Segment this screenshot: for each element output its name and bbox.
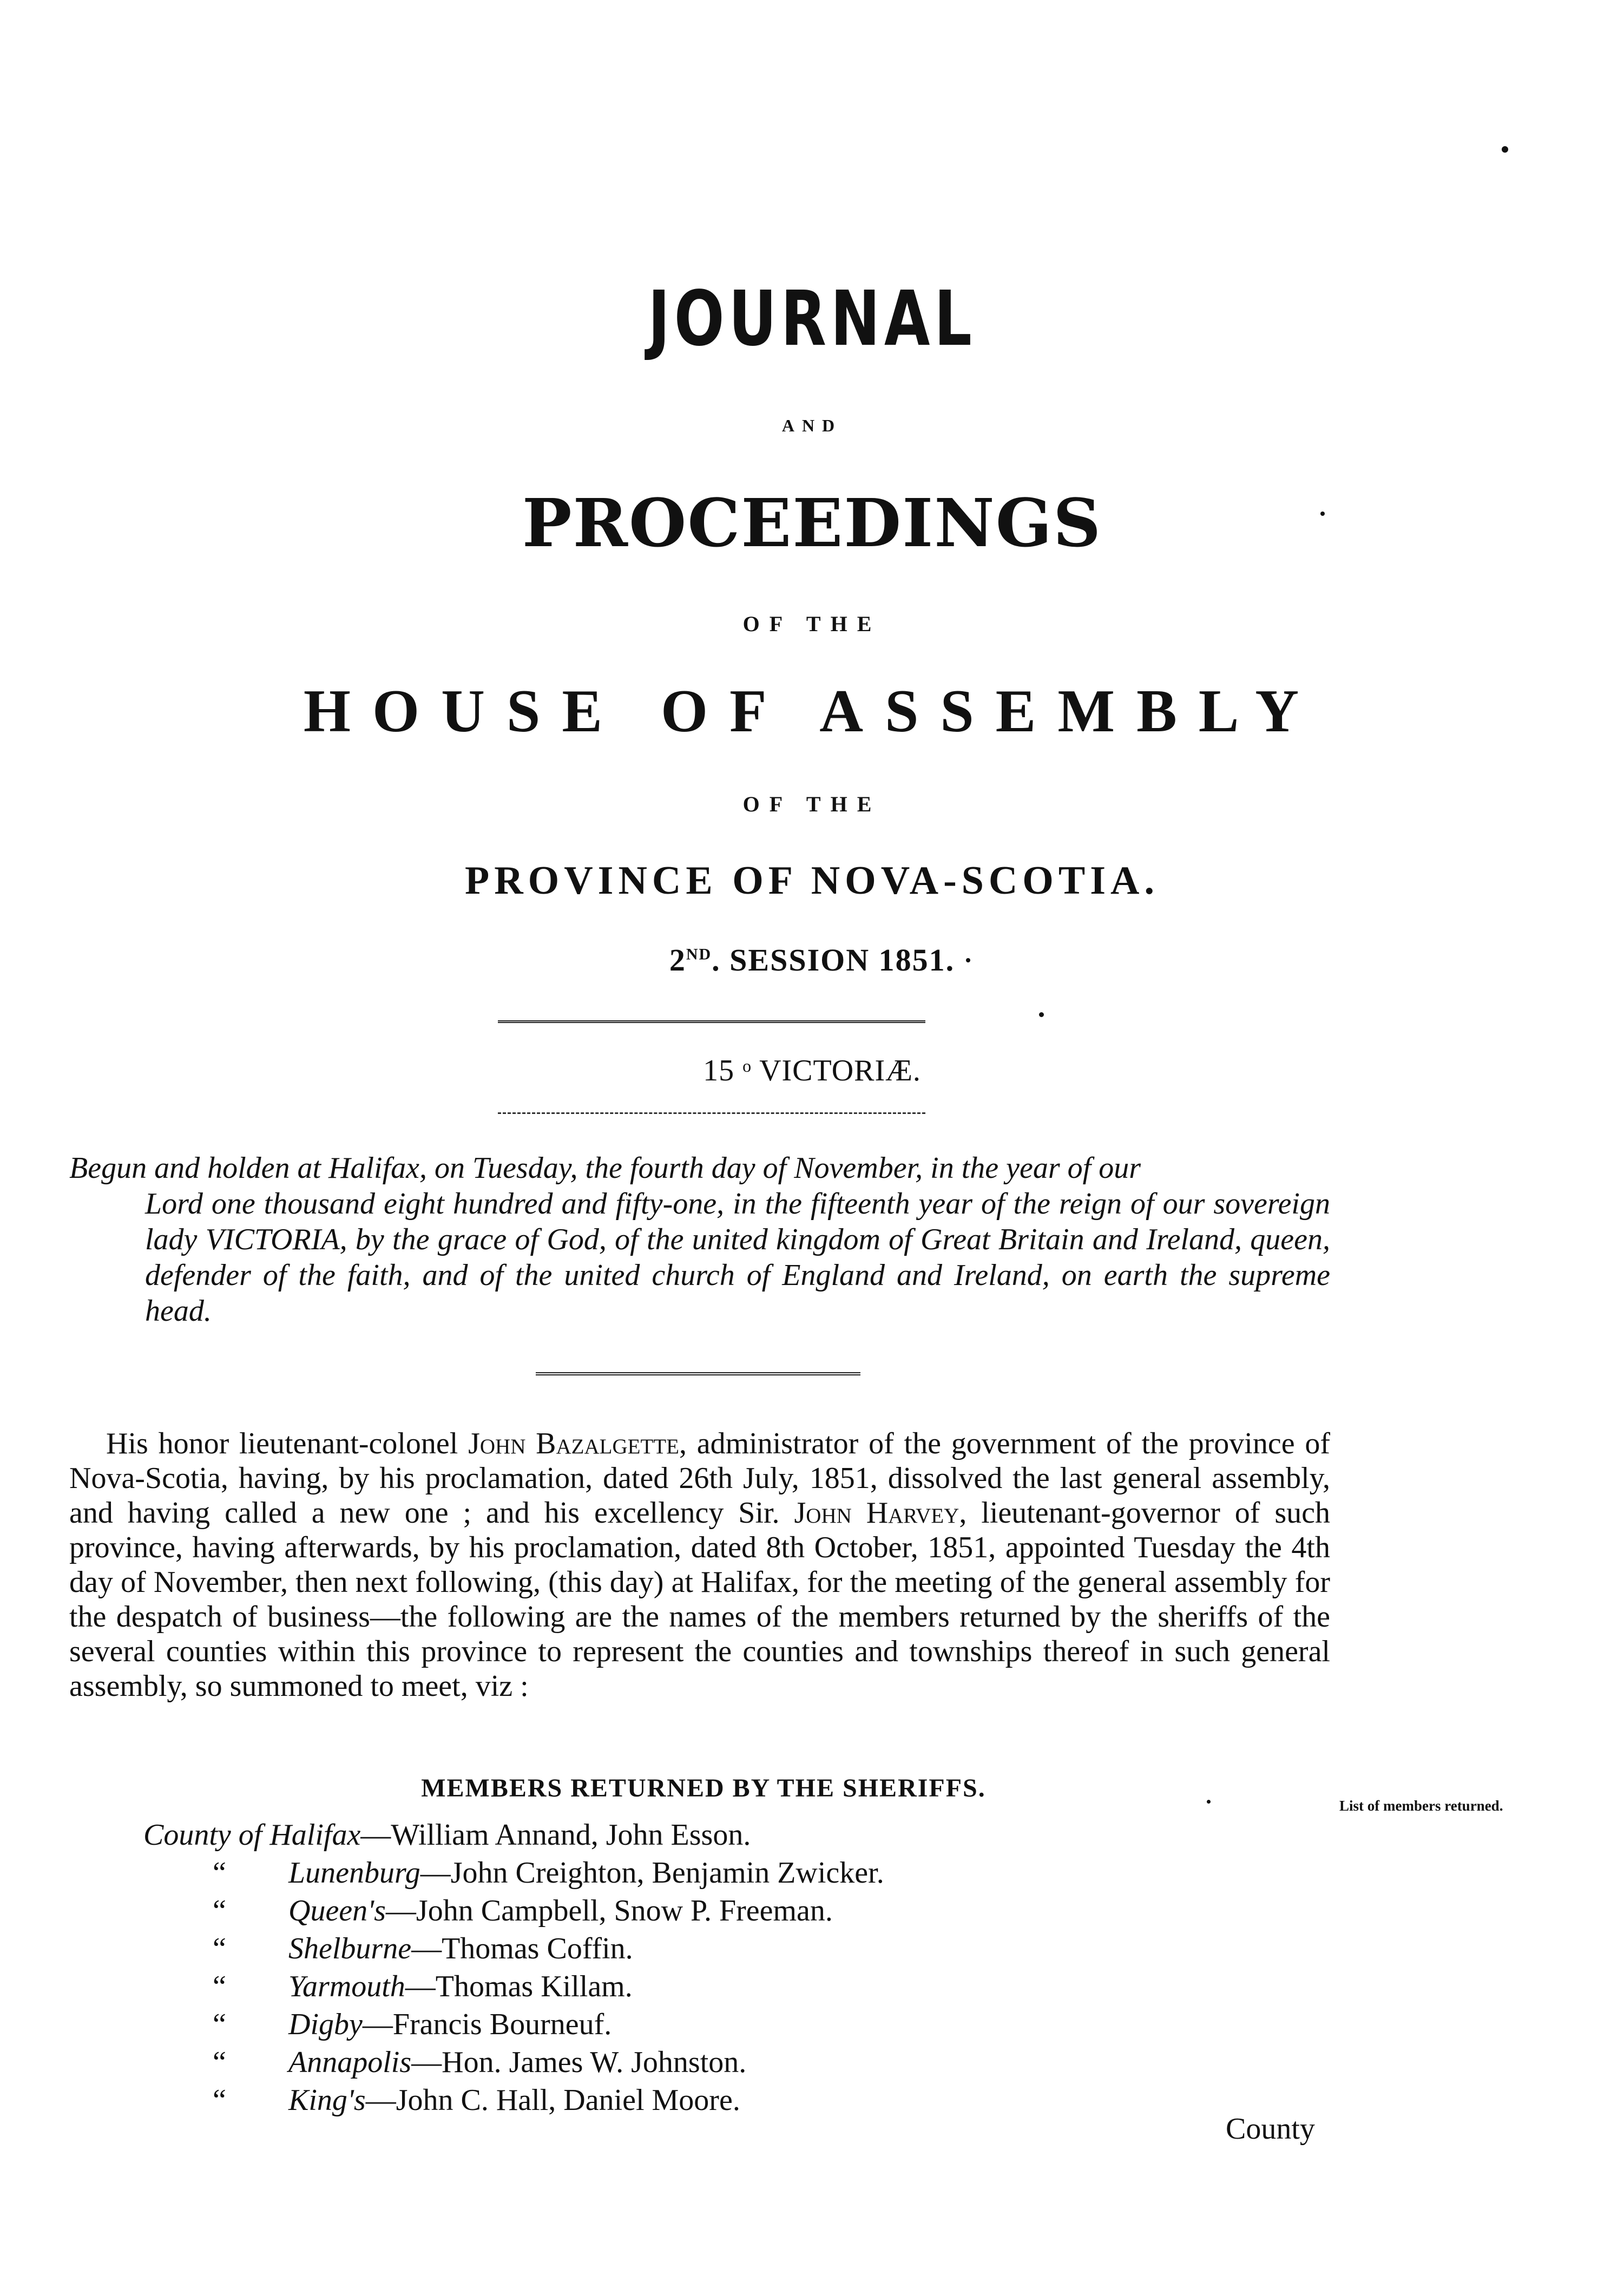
list-item xyxy=(143,1892,1117,1930)
member-county: Yarmouth xyxy=(288,1970,405,2003)
list-item xyxy=(143,1816,1117,1854)
member-county-lead: County of Halifax xyxy=(143,1818,361,1852)
member-names: —William Annand, John Esson. xyxy=(360,1818,751,1852)
session-line xyxy=(0,942,1624,978)
session-text: . SESSION 1851. xyxy=(712,942,955,978)
name-bazalgette: John Bazalgette xyxy=(468,1427,679,1460)
title-province: PROVINCE OF NOVA-SCOTIA. xyxy=(465,858,1159,903)
title-of-the-2: OF THE xyxy=(742,792,882,816)
ditto-mark: “ xyxy=(213,1856,226,1890)
margin-note: List of members returned. xyxy=(1339,1798,1503,1814)
ditto-mark: “ xyxy=(213,1932,226,1965)
preamble-continuation: Lord one thousand eight hundred and fifty-one, in the fifteenth year of the reign of our sovereign lady VICTORIA, by the grace of God, of the united kingdom of Great Britain and Ireland, queen, defender of the faith, and of the united church of England and Ireland, on earth the supreme head. xyxy=(145,1187,1330,1328)
member-names: —John Creighton, Benjamin Zwicker. xyxy=(420,1856,884,1890)
member-county: Annapolis xyxy=(288,2046,412,2079)
scan-speck xyxy=(1502,146,1508,153)
body-text-2: , administrator of the government of the province of Nova-Scotia, having, by his proclamation, dated 26th July, 1851, dissolved the last general assembly, and having called a new one ; and his excellency Sir. xyxy=(69,1427,1330,1530)
member-names: —Thomas Coffin. xyxy=(411,1932,633,1965)
list-item xyxy=(143,2005,1117,2043)
member-names: —John Campbell, Snow P. Freeman. xyxy=(385,1894,833,1928)
ditto-mark: “ xyxy=(213,1894,226,1928)
member-names: —Thomas Killam. xyxy=(405,1970,633,2003)
separator-rule xyxy=(536,1372,860,1375)
members-list xyxy=(143,1816,1117,2119)
ornamental-rule-bottom xyxy=(498,1112,925,1114)
scan-speck xyxy=(1039,1012,1044,1017)
member-names: —Francis Bourneuf. xyxy=(362,2008,612,2041)
name-harvey: John Harvey xyxy=(794,1496,959,1530)
title-journal: JOURNAL xyxy=(648,275,976,363)
member-county: Shelburne xyxy=(288,1932,412,1965)
scan-speck xyxy=(1320,512,1325,516)
session-number: 2 xyxy=(669,942,686,978)
regnal-number: 15 xyxy=(703,1054,735,1087)
list-item xyxy=(143,2081,1117,2119)
member-names: —John C. Hall, Daniel Moore. xyxy=(365,2083,740,2117)
ornamental-rule-top xyxy=(498,1020,925,1023)
list-item xyxy=(143,1930,1117,1968)
regnal-word: VICTORIÆ. xyxy=(759,1054,921,1087)
title-house-of-assembly: HOUSE OF ASSEMBLY xyxy=(303,678,1321,745)
body-text-3: , lieutenant-governor of such province, having afterwards, by his proclamation, dated 8th October, 1851, appointed Tuesday the 4th day of November, then next following, (this day) at Halifax, for the meeting of the general assembly for the despatch of business—the following are the names of the members returned by the sheriffs of the several counties within this province to represent the counties and townships thereof in such general assembly, so summoned to meet, viz : xyxy=(69,1496,1330,1703)
scan-speck xyxy=(966,958,970,962)
member-names: —Hon. James W. Johnston. xyxy=(411,2046,747,2079)
opening-paragraph xyxy=(69,1426,1330,1703)
member-county: Digby xyxy=(288,2008,363,2041)
session-ordinal: ND xyxy=(686,945,712,964)
catchword: County xyxy=(1226,2112,1315,2146)
preamble-first-line: Begun and holden at Halifax, on Tuesday, the fourth day of November, in the year of our xyxy=(69,1151,1141,1185)
list-item xyxy=(143,1854,1117,1892)
member-county: King's xyxy=(288,2083,366,2117)
preamble-paragraph xyxy=(69,1150,1330,1329)
ditto-mark: “ xyxy=(213,2083,226,2117)
list-item xyxy=(143,1968,1117,2005)
scan-speck xyxy=(1207,1800,1211,1804)
member-county: Queen's xyxy=(288,1894,386,1928)
body-text-1: His honor lieutenant-colonel xyxy=(106,1427,469,1460)
member-county: Lunenburg xyxy=(288,1856,420,1890)
title-and: AND xyxy=(781,416,843,435)
list-item xyxy=(143,2043,1117,2081)
title-of-the-1: OF THE xyxy=(742,612,882,636)
members-heading: MEMBERS RETURNED BY THE SHERIFFS. xyxy=(421,1774,986,1803)
ditto-mark: “ xyxy=(213,2008,226,2041)
regnal-degree-mark: o xyxy=(742,1056,752,1076)
ditto-mark: “ xyxy=(213,1970,226,2003)
title-proceedings: PROCEEDINGS xyxy=(522,484,1102,562)
regnal-year xyxy=(0,1056,1624,1086)
ditto-mark: “ xyxy=(213,2046,226,2079)
